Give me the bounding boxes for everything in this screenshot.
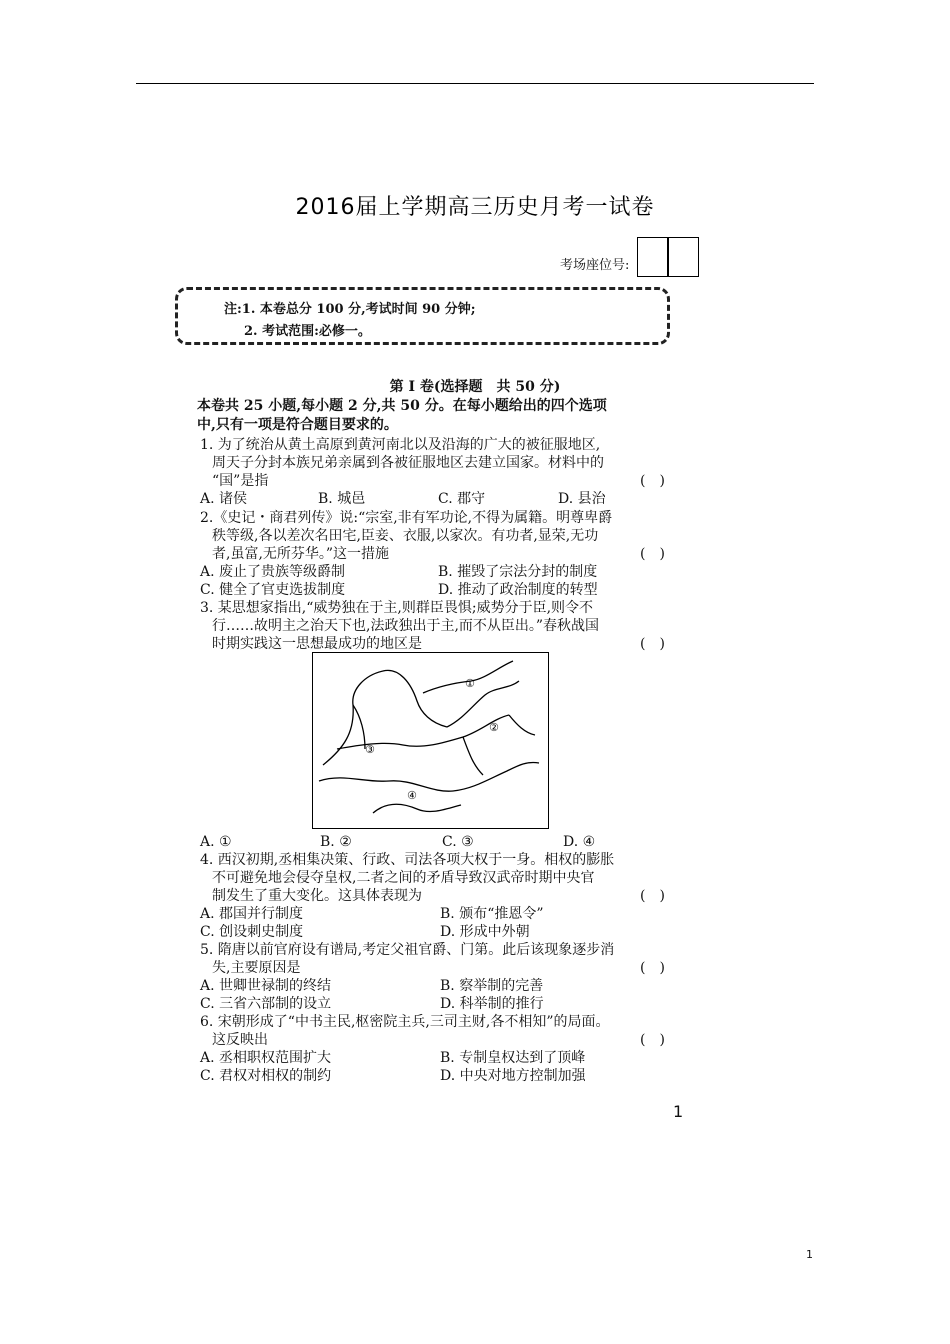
han-river-line bbox=[373, 804, 461, 813]
top-rule bbox=[136, 83, 814, 84]
q5-answer-blank: ( ) bbox=[640, 960, 665, 976]
q5-line-2: 失,主要原因是 bbox=[212, 960, 301, 976]
yangtze-river-line bbox=[319, 762, 539, 791]
river-map-svg bbox=[313, 653, 547, 827]
map-marker-4: ④ bbox=[407, 789, 417, 802]
notice-box bbox=[175, 287, 670, 345]
q6-line-1: 6. 宋朝形成了“中书主民,枢密院主兵,三司主财,各不相知”的局面。 bbox=[200, 1014, 610, 1030]
warring-states-map bbox=[312, 652, 549, 829]
q3-option-d: D. ④ bbox=[563, 834, 596, 850]
q3-option-a: A. ① bbox=[200, 834, 232, 850]
q2-option-c: C. 健全了官吏选拔制度 bbox=[200, 582, 346, 598]
q4-option-a: A. 郡国并行制度 bbox=[200, 906, 304, 922]
notice-line-2: 2. 考试范围:必修一。 bbox=[244, 324, 371, 339]
q3-line-1: 3. 某思想家指出,“威势独在于主,则群臣畏惧;威势分于臣,则令不 bbox=[200, 600, 594, 616]
coast-line bbox=[509, 715, 535, 735]
map-marker-2: ② bbox=[489, 721, 499, 734]
q6-option-c: C. 君权对相权的制约 bbox=[200, 1068, 332, 1084]
q6-option-b: B. 专制皇权达到了顶峰 bbox=[440, 1050, 586, 1066]
q1-line-2: 周天子分封本族兄弟亲属到各被征服地区去建立国家。材料中的 bbox=[212, 455, 604, 471]
section-desc-line: 中,只有一项是符合题目要求的。 bbox=[197, 417, 398, 433]
q1-line-3: “国”是指 bbox=[212, 473, 269, 489]
section-desc-line: 本卷共 25 小题,每小题 2 分,共 50 分。在每小题给出的四个选项 bbox=[197, 398, 607, 414]
seat-label: 考场座位号: bbox=[560, 258, 630, 273]
q2-line-3: 者,虽富,无所芬华。”这一措施 bbox=[212, 546, 390, 562]
q2-line-1: 2.《史记・商君列传》说:“宗室,非有军功论,不得为属籍。明尊卑爵 bbox=[200, 510, 613, 526]
notice-line-1: 注:1. 本卷总分 100 分,考试时间 90 分钟; bbox=[224, 302, 476, 317]
fen-river-line bbox=[353, 705, 365, 749]
q1-option-c: C. 郡守 bbox=[438, 491, 486, 507]
q2-option-b: B. 摧毁了宗法分封的制度 bbox=[438, 564, 598, 580]
page-title: 2016届上学期高三历史月考一试卷 bbox=[295, 195, 655, 220]
q3-option-c: C. ③ bbox=[442, 834, 474, 850]
q4-line-1: 4. 西汉初期,丞相集决策、行政、司法各项大权于一身。相权的膨胀 bbox=[200, 852, 615, 868]
footer-page-number: 1 bbox=[806, 1248, 813, 1261]
q2-line-2: 秩等级,各以差次名田宅,臣妾、衣服,以家次。有功者,显荣,无功 bbox=[212, 528, 599, 544]
q1-option-d: D. 县治 bbox=[558, 491, 606, 507]
section-title: 第 Ⅰ 卷(选择题 共 50 分) bbox=[389, 379, 561, 395]
q1-option-b: B. 城邑 bbox=[318, 491, 366, 507]
q5-option-d: D. 科举制的推行 bbox=[440, 996, 544, 1012]
q4-option-c: C. 创设刺史制度 bbox=[200, 924, 304, 940]
q2-answer-blank: ( ) bbox=[640, 546, 665, 562]
tributary-line bbox=[463, 737, 483, 775]
q6-option-a: A. 丞相职权范围扩大 bbox=[200, 1050, 332, 1066]
q5-line-1: 5. 隋唐以前官府设有谱局,考定父祖官爵、门第。此后该现象逐步消 bbox=[200, 942, 615, 958]
q3-answer-blank: ( ) bbox=[640, 636, 665, 652]
q3-option-b: B. ② bbox=[320, 834, 352, 850]
q5-option-c: C. 三省六部制的设立 bbox=[200, 996, 332, 1012]
q4-line-3: 制发生了重大变化。这具体表现为 bbox=[212, 888, 422, 904]
q4-answer-blank: ( ) bbox=[640, 888, 665, 904]
q3-line-2: 行……故明主之治天下也,法政独出于主,而不从臣出。”春秋战国 bbox=[212, 618, 600, 634]
q4-option-b: B. 颁布“推恩令” bbox=[440, 906, 544, 922]
seat-number-box bbox=[637, 237, 699, 277]
q2-option-a: A. 废止了贵族等级爵制 bbox=[200, 564, 346, 580]
q3-line-3: 时期实践这一思想最成功的地区是 bbox=[212, 636, 422, 652]
q1-option-a: A. 诸侯 bbox=[200, 491, 248, 507]
q1-answer-blank: ( ) bbox=[640, 473, 665, 489]
q6-answer-blank: ( ) bbox=[640, 1032, 665, 1048]
section-description bbox=[197, 397, 677, 435]
map-marker-1: ① bbox=[465, 677, 475, 690]
q5-option-a: A. 世卿世禄制的终结 bbox=[200, 978, 332, 994]
q6-line-2: 这反映出 bbox=[212, 1032, 268, 1048]
q4-line-2: 不可避免地会侵夺皇权,二者之间的矛盾导致汉武帝时期中央官 bbox=[212, 870, 595, 886]
q5-option-b: B. 察举制的完善 bbox=[440, 978, 544, 994]
yellow-river-lower-line bbox=[447, 681, 519, 727]
q1-line-1: 1. 为了统治从黄土高原到黄河南北以及沿海的广大的被征服地区, bbox=[200, 437, 601, 453]
map-marker-3: ③ bbox=[365, 743, 375, 756]
yellow-river-line bbox=[323, 670, 447, 765]
q4-option-d: D. 形成中外朝 bbox=[440, 924, 530, 940]
wei-river-line bbox=[337, 715, 509, 749]
q6-option-d: D. 中央对地方控制加强 bbox=[440, 1068, 586, 1084]
page-number: 1 bbox=[673, 1102, 684, 1121]
q2-option-d: D. 推动了政治制度的转型 bbox=[438, 582, 598, 598]
